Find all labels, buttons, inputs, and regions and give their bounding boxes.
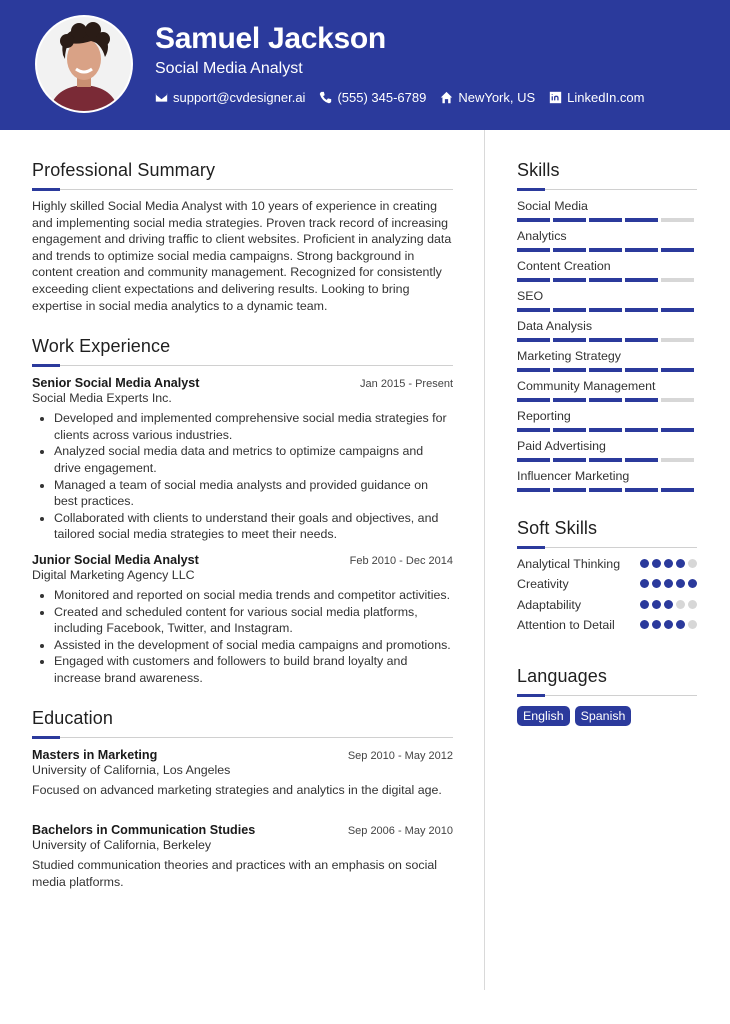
list-item: • Engaged with customers and followers to build brand loyalty and increase brand awareness. <box>54 653 453 686</box>
skill-level-segment <box>661 338 694 342</box>
list-item: • Assisted in the development of social media campaigns and promotions. <box>54 637 453 654</box>
skill-level-segment <box>661 278 694 282</box>
rating-dot <box>652 600 661 609</box>
skill-item <box>517 408 697 434</box>
phone-icon <box>319 91 332 104</box>
job-entry-date: Jan 2015 - Present <box>360 378 453 391</box>
soft-skill-item <box>517 597 697 613</box>
list-item: • Developed and implemented comprehensive social media strategies for clients across various industries. <box>54 410 453 443</box>
skill-item <box>517 288 697 314</box>
rating-dot <box>676 579 685 588</box>
skill-level-bar <box>517 398 697 402</box>
rating-dot <box>688 579 697 588</box>
skill-level-segment <box>517 428 550 432</box>
summary-heading: Professional Summary <box>32 160 216 180</box>
rating-dot <box>652 579 661 588</box>
rating-dot <box>664 600 673 609</box>
rating-dot <box>688 559 697 568</box>
job-entry <box>32 553 453 687</box>
rating-dot <box>676 600 685 609</box>
skill-name: Social Media <box>517 199 588 213</box>
skill-level-segment <box>517 488 550 492</box>
skill-level-segment <box>661 248 694 252</box>
skill-level-segment <box>661 308 694 312</box>
skill-level-segment <box>661 398 694 402</box>
soft-skill-item <box>517 556 697 572</box>
soft-skill-rating <box>640 556 697 568</box>
skill-level-segment <box>625 308 658 312</box>
skill-level-segment <box>517 398 550 402</box>
language-badge: Spanish <box>575 706 632 726</box>
contact-phone[interactable] <box>319 90 426 105</box>
skill-level-segment <box>589 248 622 252</box>
job-title: Social Media Analyst <box>155 60 303 77</box>
list-item: • Collaborated with clients to understand their goals and objectives, and tailored social media strategies to meet their needs. <box>54 510 453 543</box>
skill-item <box>517 468 697 494</box>
skill-level-segment <box>589 278 622 282</box>
rating-dot <box>688 600 697 609</box>
section-rule <box>32 186 453 194</box>
job-entry-company: Social Media Experts Inc. <box>32 391 172 406</box>
rating-dot <box>664 620 673 629</box>
skill-level-segment <box>517 248 550 252</box>
job-entry-title: Junior Social Media Analyst <box>32 552 199 567</box>
skill-level-segment <box>625 248 658 252</box>
linkedin-icon <box>549 91 562 104</box>
rating-dot <box>652 620 661 629</box>
section-rule <box>517 544 697 552</box>
skill-level-segment <box>517 368 550 372</box>
section-rule <box>32 734 453 742</box>
skill-name: Influencer Marketing <box>517 469 630 483</box>
job-entry-company: Digital Marketing Agency LLC <box>32 567 195 582</box>
skill-level-segment <box>625 458 658 462</box>
section-rule <box>32 362 453 370</box>
education-description: Studied communication theories and practices with an emphasis on social media platforms. <box>32 858 437 889</box>
rating-dot <box>640 559 649 568</box>
summary-text: Highly skilled Social Media Analyst with 10 years of experience in creating and implementing social media strategies. Proven track record of increasing engagement and driving traffic to client websites. Proficient in analyzing data and trends to optimize social media campaigns. Strong background in content creation and community management. Recognized for consistently exceeding client expectations and delivering results. Looking to bring expertise in social media analytics to a dynamic team. <box>32 199 452 313</box>
skill-level-segment <box>517 458 550 462</box>
contact-bar <box>155 90 645 105</box>
education-degree: Bachelors in Communication Studies <box>32 823 256 838</box>
list-item: • Created and scheduled content for various social media platforms, including Facebook, Twitter, and Instagram. <box>54 604 453 637</box>
job-entry-bullets <box>32 587 453 687</box>
education-school: University of California, Berkeley <box>32 838 212 853</box>
rating-dot <box>664 559 673 568</box>
contact-linkedin[interactable] <box>549 90 644 105</box>
list-item: • Managed a team of social media analysts and provided guidance on best practices. <box>54 477 453 510</box>
home-icon <box>440 91 453 104</box>
experience-heading: Work Experience <box>32 336 171 357</box>
soft-skill-name: Analytical Thinking <box>517 557 621 571</box>
soft-skill-name: Creativity <box>517 577 569 592</box>
skill-item <box>517 258 697 284</box>
skill-level-bar <box>517 428 697 432</box>
main-column <box>32 160 453 890</box>
soft-skill-rating <box>640 617 697 629</box>
section-rule <box>517 692 697 700</box>
soft-skills-list <box>517 556 697 634</box>
education-degree: Masters in Marketing <box>32 748 158 763</box>
skill-level-segment <box>625 488 658 492</box>
skill-level-bar <box>517 308 697 312</box>
skill-name: Content Creation <box>517 259 611 273</box>
skill-level-segment <box>589 488 622 492</box>
contact-location <box>440 90 535 105</box>
skill-level-bar <box>517 368 697 372</box>
skill-level-segment <box>589 338 622 342</box>
candidate-name: Samuel Jackson <box>155 22 386 55</box>
skill-level-segment <box>589 428 622 432</box>
soft-skill-rating <box>640 597 697 609</box>
skill-name: Reporting <box>517 409 571 423</box>
soft-skill-name: Attention to Detail <box>517 618 615 633</box>
skill-item <box>517 378 697 404</box>
skill-level-segment <box>625 398 658 402</box>
skill-name: Marketing Strategy <box>517 349 621 363</box>
section-rule <box>517 186 697 194</box>
soft-skill-rating <box>640 576 697 588</box>
skill-level-segment <box>589 308 622 312</box>
skill-level-bar <box>517 338 697 342</box>
soft-skill-item <box>517 576 697 592</box>
avatar <box>35 15 133 113</box>
skills-section <box>517 160 697 494</box>
skill-name: Paid Advertising <box>517 439 606 453</box>
skill-item <box>517 318 697 344</box>
list-item: • Monitored and reported on social media trends and competitor activities. <box>54 587 453 604</box>
rating-dot <box>652 559 661 568</box>
avatar-photo <box>35 15 133 113</box>
job-entry-bullets <box>32 410 453 543</box>
rating-dot <box>640 620 649 629</box>
skill-item <box>517 228 697 254</box>
skill-name: SEO <box>517 289 544 303</box>
skill-level-bar <box>517 218 697 222</box>
rating-dot <box>688 620 697 629</box>
skill-name: Data Analysis <box>517 319 593 333</box>
education-date: Sep 2006 - May 2010 <box>347 825 453 838</box>
job-entry-date: Feb 2010 - Dec 2014 <box>349 554 453 567</box>
skill-level-segment <box>517 308 550 312</box>
skill-level-segment <box>553 308 586 312</box>
skill-level-segment <box>661 218 694 222</box>
contact-linkedin-text: LinkedIn.com <box>567 90 645 105</box>
skill-level-segment <box>517 338 550 342</box>
languages-heading: Languages <box>517 665 607 686</box>
skill-level-segment <box>661 368 694 372</box>
soft-skills-section <box>517 518 697 634</box>
skill-level-segment <box>553 218 586 222</box>
rating-dot <box>664 579 673 588</box>
experience-section <box>32 336 453 686</box>
education-entry <box>32 823 453 890</box>
skill-level-segment <box>661 428 694 432</box>
job-entry <box>32 376 453 543</box>
skill-item <box>517 438 697 464</box>
skills-heading: Skills <box>517 160 560 180</box>
skill-level-segment <box>625 338 658 342</box>
rating-dot <box>640 600 649 609</box>
skill-level-segment <box>589 458 622 462</box>
education-date: Sep 2010 - May 2012 <box>347 750 453 763</box>
column-divider <box>484 130 485 990</box>
skill-level-segment <box>625 278 658 282</box>
sidebar-column <box>517 160 697 726</box>
skill-level-segment <box>661 488 694 492</box>
education-description: Focused on advanced marketing strategies and analytics in the digital age. <box>32 783 442 798</box>
education-heading: Education <box>32 708 113 729</box>
skill-item <box>517 198 697 224</box>
contact-phone-text: (555) 345-6789 <box>337 90 427 105</box>
summary-section <box>32 160 453 314</box>
skill-level-segment <box>553 368 586 372</box>
language-badge: English <box>517 706 570 726</box>
contact-email[interactable] <box>155 90 305 105</box>
education-entry <box>32 748 453 799</box>
soft-skill-item <box>517 617 697 633</box>
skill-level-bar <box>517 458 697 462</box>
languages-section <box>517 666 697 726</box>
skill-level-segment <box>553 488 586 492</box>
education-school: University of California, Los Angeles <box>32 763 231 778</box>
contact-location-text: NewYork, US <box>458 90 536 105</box>
rating-dot <box>676 559 685 568</box>
soft-skill-name: Adaptability <box>517 597 582 612</box>
skill-level-segment <box>553 458 586 462</box>
skill-name: Analytics <box>517 229 567 243</box>
skill-level-segment <box>589 398 622 402</box>
skill-level-bar <box>517 248 697 252</box>
soft-skills-heading: Soft Skills <box>517 518 598 538</box>
skills-list <box>517 198 697 494</box>
job-entry-title: Senior Social Media Analyst <box>32 376 200 391</box>
skill-level-segment <box>661 458 694 462</box>
skill-level-segment <box>553 248 586 252</box>
skill-level-segment <box>625 218 658 222</box>
skill-level-segment <box>589 368 622 372</box>
skill-level-bar <box>517 488 697 492</box>
skill-item <box>517 348 697 374</box>
skill-level-segment <box>553 338 586 342</box>
header-banner <box>0 0 730 130</box>
skill-level-segment <box>625 368 658 372</box>
skill-level-segment <box>553 278 586 282</box>
contact-email-text: support@cvdesigner.ai <box>173 90 306 105</box>
skill-level-segment <box>553 398 586 402</box>
skill-level-segment <box>553 428 586 432</box>
skill-level-segment <box>589 218 622 222</box>
envelope-icon <box>155 91 168 104</box>
education-section <box>32 708 453 890</box>
rating-dot <box>676 620 685 629</box>
skill-level-bar <box>517 278 697 282</box>
skill-level-segment <box>625 428 658 432</box>
skill-name: Community Management <box>517 379 656 393</box>
list-item: • Analyzed social media data and metrics to optimize campaigns and drive engagement. <box>54 443 453 476</box>
skill-level-segment <box>517 278 550 282</box>
languages-list <box>517 706 697 726</box>
rating-dot <box>640 579 649 588</box>
skill-level-segment <box>517 218 550 222</box>
